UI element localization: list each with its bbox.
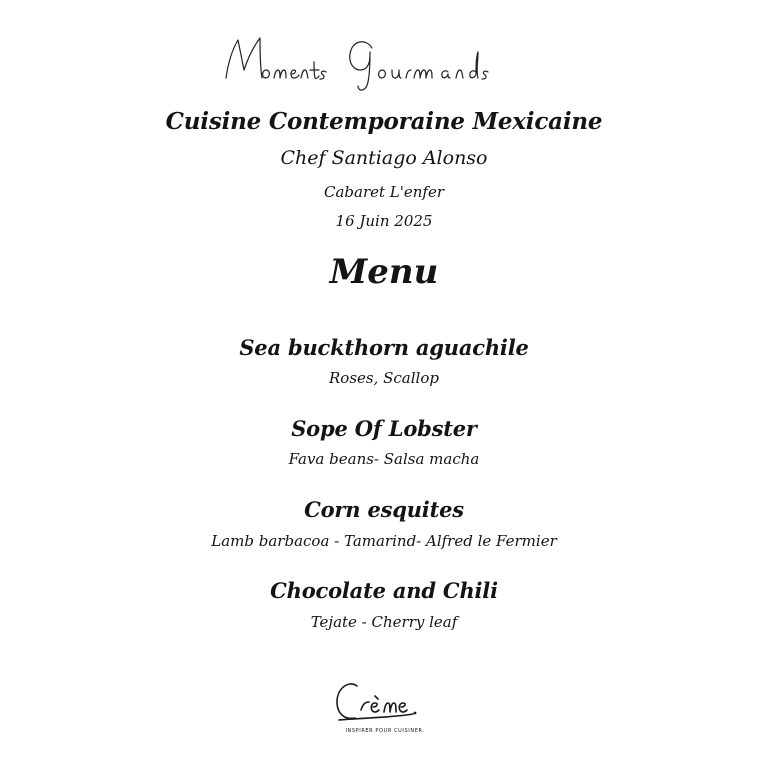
venue-name: Cabaret L'enfer <box>323 183 445 201</box>
course-description: Tejate - Cherry leaf <box>310 613 458 631</box>
course-description: Lamb barbacoa - Tamarind- Alfred le Fermier <box>211 532 557 550</box>
course-name: Sea buckthorn aguachile <box>239 335 529 360</box>
event-date: 16 Juin 2025 <box>335 212 433 230</box>
menu-heading: Menu <box>329 252 439 292</box>
cuisine-subtitle: Cuisine Contemporaine Mexicaine <box>165 108 603 135</box>
script-title <box>0 26 768 96</box>
creme-logo-mark <box>329 676 439 728</box>
course-name: Sope Of Lobster <box>291 416 477 441</box>
course-name: Corn esquites <box>304 497 464 522</box>
chef-name: Chef Santiago Alonso <box>280 147 488 169</box>
logo-tagline: INSPIRER POUR CUISINER <box>345 728 423 734</box>
course-name: Chocolate and Chili <box>270 578 498 603</box>
script-title-lettering <box>204 26 564 96</box>
course-description: Roses, Scallop <box>329 369 439 387</box>
course-description: Fava beans- Salsa macha <box>288 450 480 468</box>
